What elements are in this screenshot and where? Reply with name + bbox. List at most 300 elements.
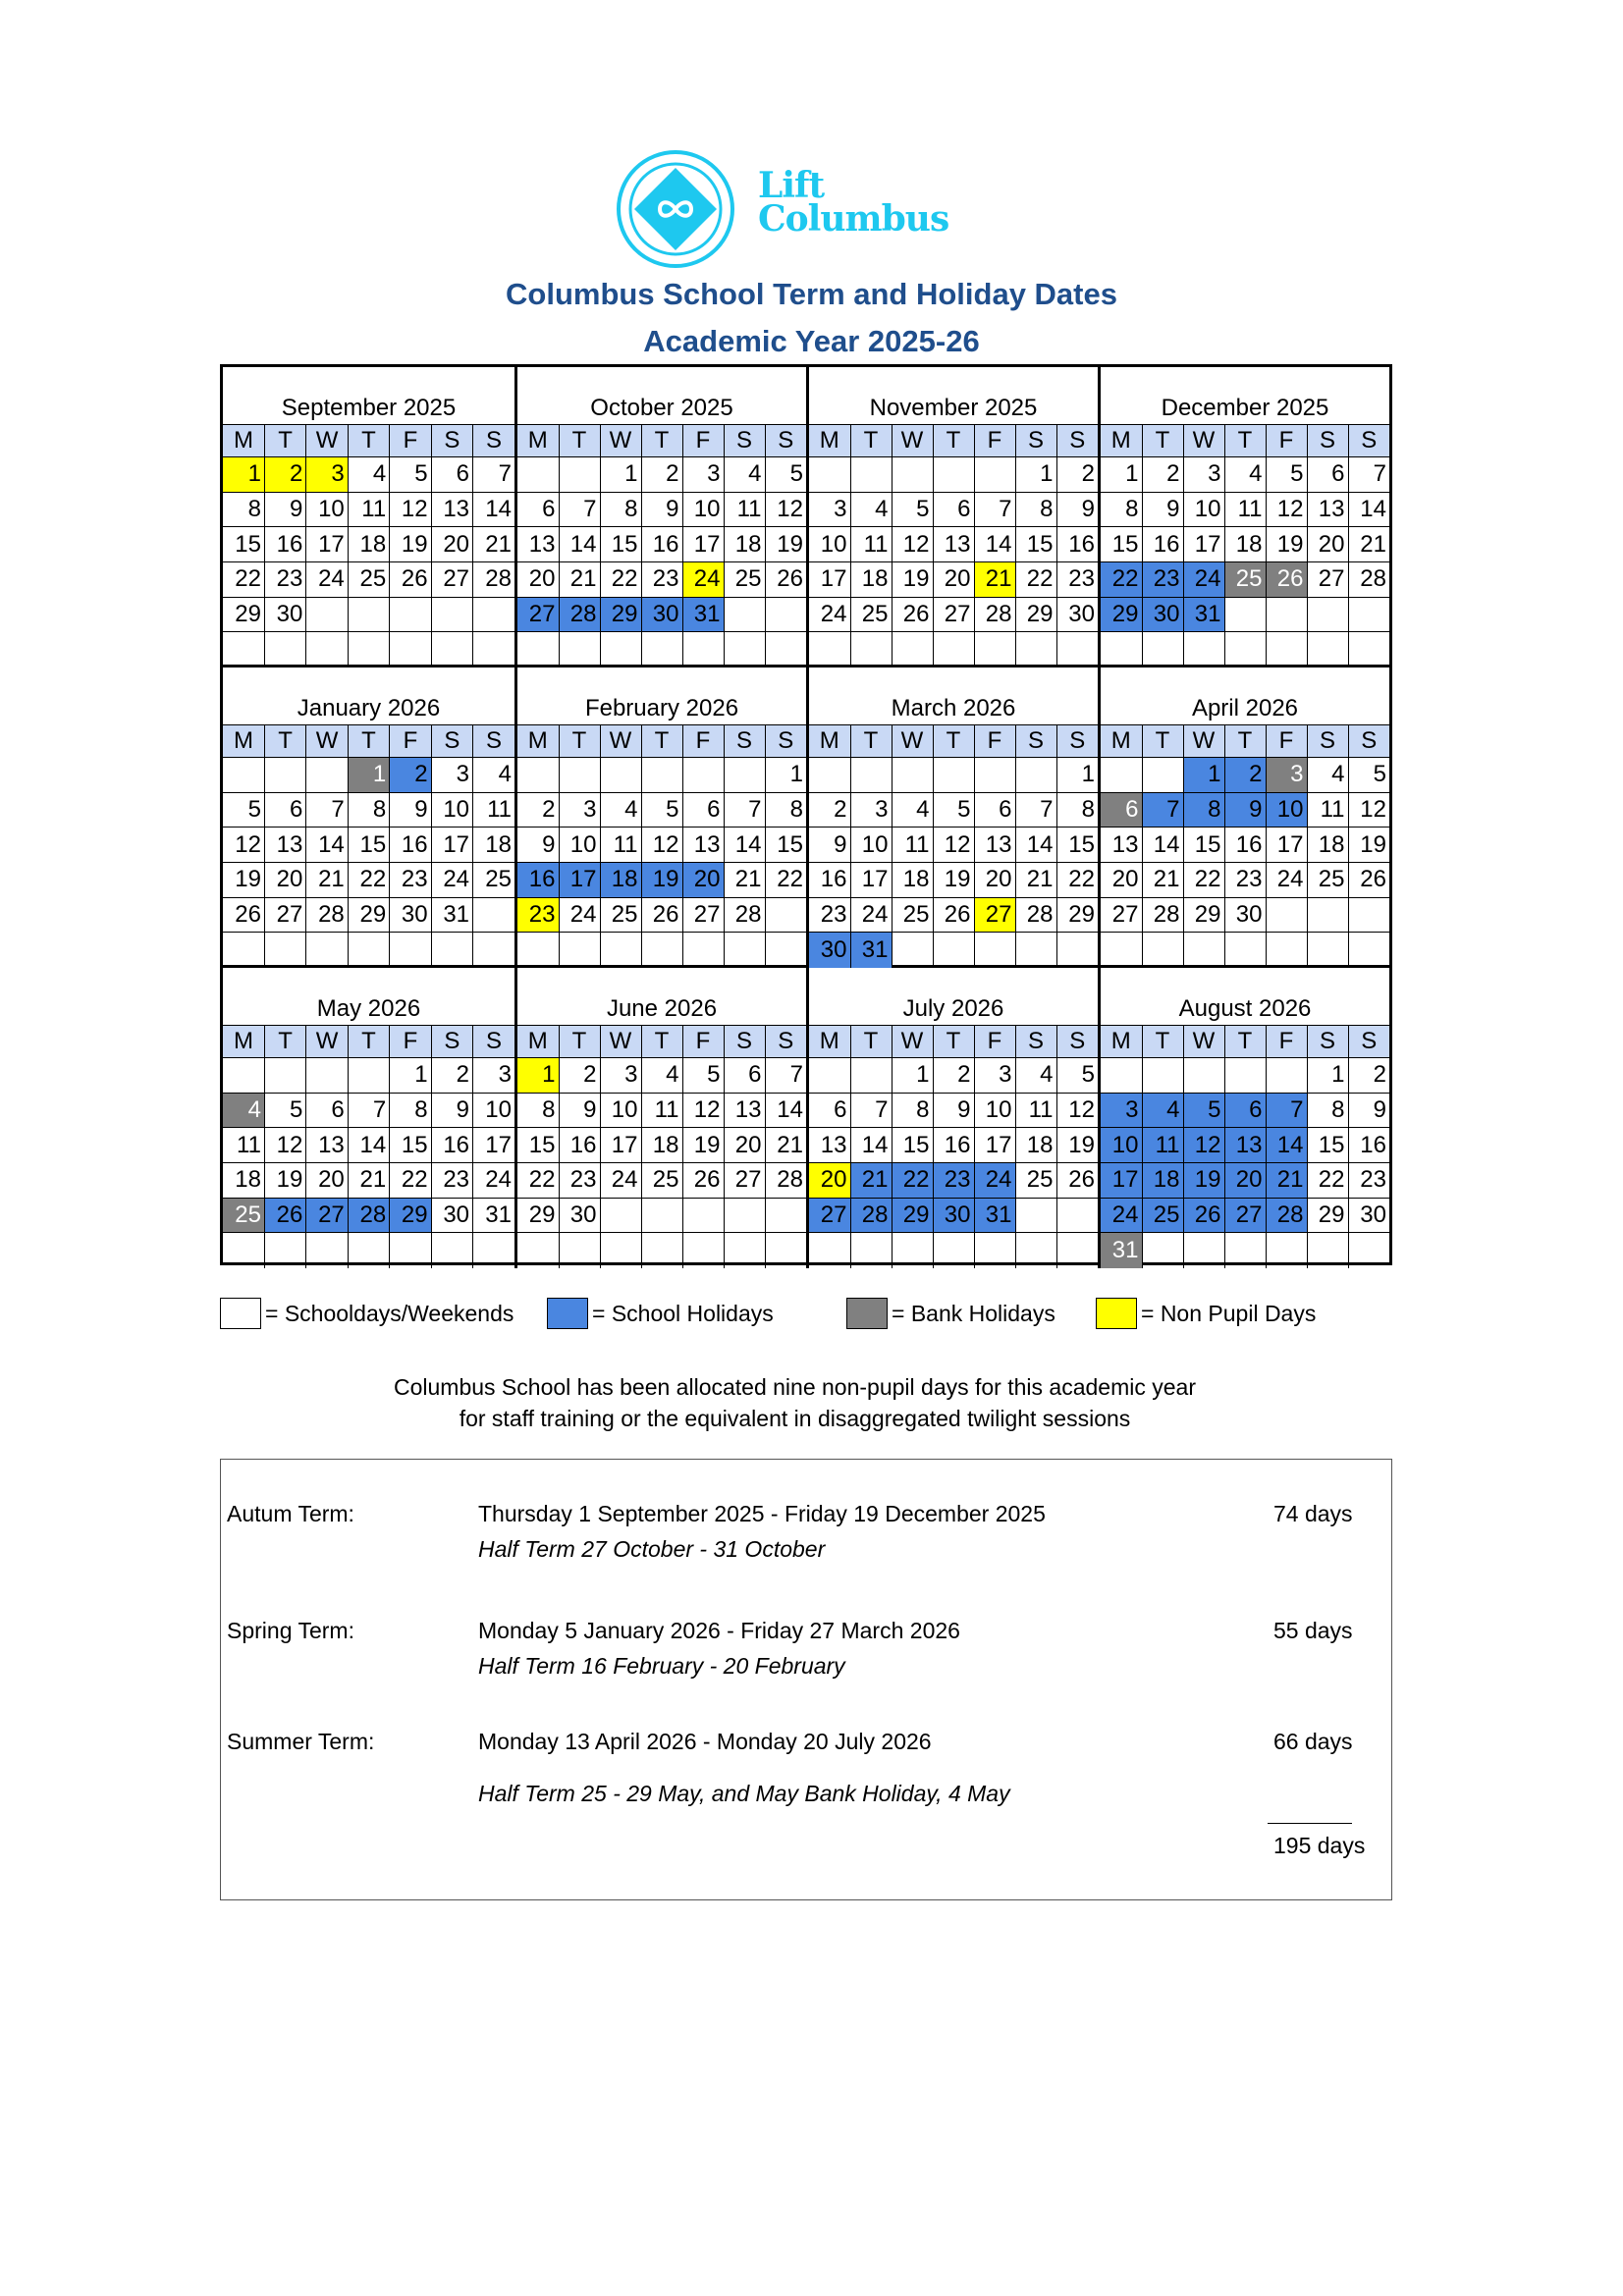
week-row (517, 597, 806, 632)
day-cell-schoolday: 22 (390, 1163, 431, 1199)
day-cell-schoolday: 24 (1266, 863, 1307, 898)
day-cell-school-holiday: 31 (850, 933, 892, 968)
day-cell-schoolday: 20 (431, 527, 472, 562)
week-row (809, 632, 1098, 667)
empty-day-cell (1266, 933, 1307, 968)
day-cell-schoolday: 7 (348, 1093, 389, 1128)
empty-day-cell (1348, 597, 1389, 632)
day-cell-schoolday: 12 (682, 1093, 724, 1128)
empty-day-cell (1266, 597, 1307, 632)
day-cell-schoolday: 28 (765, 1163, 806, 1199)
week-row (809, 792, 1098, 828)
weekday-header: M (1101, 725, 1142, 758)
weekday-header: T (641, 425, 682, 457)
week-row (223, 828, 514, 863)
day-cell-schoolday: 25 (892, 897, 933, 933)
weekday-header: S (724, 725, 765, 758)
empty-day-cell (933, 933, 974, 968)
day-cell-schoolday: 5 (1266, 457, 1307, 493)
day-cell-schoolday: 21 (765, 1128, 806, 1163)
day-cell-schoolday: 24 (473, 1163, 514, 1199)
day-cell-schoolday: 13 (933, 527, 974, 562)
day-cell-schoolday: 28 (1015, 897, 1056, 933)
weekday-header: S (473, 425, 514, 457)
day-cell-non-pupil-day: 2 (264, 457, 305, 493)
day-cell-schoolday: 9 (809, 828, 850, 863)
day-cell-schoolday: 8 (1101, 492, 1142, 527)
weekday-header: T (348, 425, 389, 457)
day-cell-schoolday: 5 (892, 492, 933, 527)
day-cell-schoolday: 12 (641, 828, 682, 863)
day-cell-schoolday: 6 (809, 1093, 850, 1128)
week-row (1101, 933, 1389, 968)
legend-swatch-gray (846, 1298, 888, 1329)
calendar-grid (220, 364, 1392, 1265)
empty-day-cell (892, 758, 933, 793)
day-cell-schoolday: 8 (348, 792, 389, 828)
week-row (517, 1093, 806, 1128)
day-cell-schoolday: 29 (517, 1198, 559, 1233)
term-days-spring: 55 days (1273, 1618, 1353, 1643)
day-cell-schoolday: 25 (600, 897, 641, 933)
day-cell-schoolday: 7 (306, 792, 348, 828)
day-cell-school-holiday: 29 (1101, 597, 1142, 632)
day-cell-schoolday: 16 (1224, 828, 1266, 863)
empty-day-cell (682, 933, 724, 968)
weekday-header: T (641, 725, 682, 758)
day-cell-schoolday: 11 (600, 828, 641, 863)
calendar-row-block (223, 367, 1389, 667)
day-cell-schoolday: 27 (933, 597, 974, 632)
day-cell-schoolday: 11 (1224, 492, 1266, 527)
day-cell-schoolday: 12 (765, 492, 806, 527)
day-cell-bank-holiday: 25 (1224, 562, 1266, 598)
day-cell-schoolday: 3 (600, 1058, 641, 1094)
week-row (1101, 1198, 1389, 1233)
empty-day-cell (1056, 1198, 1098, 1233)
empty-day-cell (1348, 1233, 1389, 1268)
day-cell-schoolday: 9 (1056, 492, 1098, 527)
weekday-header: S (431, 425, 472, 457)
day-cell-schoolday: 13 (431, 492, 472, 527)
day-cell-schoolday: 14 (765, 1093, 806, 1128)
day-cell-school-holiday: 2 (1224, 758, 1266, 793)
day-cell-non-pupil-day: 3 (306, 457, 348, 493)
day-cell-schoolday: 17 (974, 1128, 1015, 1163)
day-cell-school-holiday: 7 (1266, 1093, 1307, 1128)
day-cell-school-holiday: 31 (1183, 597, 1224, 632)
day-cell-schoolday: 29 (1183, 897, 1224, 933)
day-cell-schoolday: 3 (559, 792, 600, 828)
empty-day-cell (306, 1058, 348, 1094)
day-cell-schoolday: 6 (431, 457, 472, 493)
empty-day-cell (264, 933, 305, 968)
week-row (809, 1163, 1098, 1199)
day-cell-schoolday: 17 (1183, 527, 1224, 562)
day-cell-schoolday: 22 (1183, 863, 1224, 898)
weekday-header: S (1056, 1026, 1098, 1058)
day-cell-school-holiday: 20 (1224, 1163, 1266, 1199)
week-row (1101, 1128, 1389, 1163)
note-line-2: for staff training or the equivalent in disaggregated twilight sessions (459, 1406, 1131, 1431)
day-cell-schoolday: 4 (850, 492, 892, 527)
day-cell-schoolday: 5 (264, 1093, 305, 1128)
day-cell-school-holiday: 29 (390, 1198, 431, 1233)
weekday-header: T (850, 1026, 892, 1058)
empty-day-cell (1348, 897, 1389, 933)
day-cell-schoolday: 9 (390, 792, 431, 828)
month-title: January 2026 (297, 695, 441, 721)
week-row (1101, 1058, 1389, 1094)
day-cell-school-holiday: 24 (1183, 562, 1224, 598)
day-cell-schoolday: 13 (1307, 492, 1348, 527)
empty-day-cell (1015, 933, 1056, 968)
day-cell-schoolday: 27 (724, 1163, 765, 1199)
month-title: July 2026 (902, 995, 1004, 1022)
day-cell-schoolday: 14 (974, 527, 1015, 562)
empty-day-cell (600, 758, 641, 793)
day-cell-schoolday: 25 (348, 562, 389, 598)
day-cell-schoolday: 15 (1015, 527, 1056, 562)
empty-day-cell (933, 632, 974, 667)
month-calendar (514, 667, 806, 965)
weekday-header: M (809, 725, 850, 758)
day-cell-school-holiday: 23 (1142, 562, 1183, 598)
day-cell-schoolday: 10 (974, 1093, 1015, 1128)
weekday-header: S (473, 1026, 514, 1058)
empty-day-cell (809, 457, 850, 493)
day-cell-schoolday: 11 (348, 492, 389, 527)
day-cell-schoolday: 13 (682, 828, 724, 863)
day-cell-schoolday: 18 (641, 1128, 682, 1163)
weekday-header-row (809, 725, 1098, 758)
day-cell-schoolday: 5 (390, 457, 431, 493)
day-cell-school-holiday: 11 (1142, 1128, 1183, 1163)
weekday-header: S (724, 1026, 765, 1058)
empty-day-cell (600, 1233, 641, 1268)
day-cell-schoolday: 23 (559, 1163, 600, 1199)
empty-day-cell (348, 1233, 389, 1268)
day-cell-schoolday: 14 (1015, 828, 1056, 863)
month-calendar (223, 968, 514, 1268)
empty-day-cell (390, 632, 431, 667)
empty-day-cell (348, 1058, 389, 1094)
day-cell-schoolday: 15 (600, 527, 641, 562)
empty-day-cell (765, 1233, 806, 1268)
day-cell-non-pupil-day: 20 (809, 1163, 850, 1199)
empty-day-cell (473, 933, 514, 968)
empty-day-cell (431, 933, 472, 968)
month-title: May 2026 (316, 995, 421, 1022)
day-cell-schoolday: 25 (850, 597, 892, 632)
week-row (809, 828, 1098, 863)
weekday-header: T (348, 1026, 389, 1058)
day-cell-schoolday: 19 (1348, 828, 1389, 863)
day-cell-schoolday: 25 (724, 562, 765, 598)
week-row (223, 863, 514, 898)
logo-wordmark (758, 165, 949, 240)
month-table (223, 424, 514, 667)
weekday-header: S (1348, 725, 1389, 758)
empty-day-cell (1056, 632, 1098, 667)
empty-day-cell (724, 1198, 765, 1233)
term-half-spring: Half Term 16 February - 20 February (478, 1653, 845, 1679)
day-cell-schoolday: 10 (600, 1093, 641, 1128)
day-cell-schoolday: 16 (933, 1128, 974, 1163)
day-cell-schoolday: 17 (473, 1128, 514, 1163)
day-cell-schoolday: 19 (1056, 1128, 1098, 1163)
day-cell-schoolday: 8 (390, 1093, 431, 1128)
day-cell-schoolday: 16 (264, 527, 305, 562)
day-cell-schoolday: 24 (306, 562, 348, 598)
weekday-header: F (974, 725, 1015, 758)
day-cell-schoolday: 13 (264, 828, 305, 863)
day-cell-schoolday: 17 (431, 828, 472, 863)
week-row (223, 1233, 514, 1268)
week-row (223, 597, 514, 632)
day-cell-schoolday: 6 (724, 1058, 765, 1094)
day-cell-schoolday: 23 (809, 897, 850, 933)
day-cell-school-holiday: 30 (641, 597, 682, 632)
day-cell-schoolday: 12 (1266, 492, 1307, 527)
day-cell-schoolday: 21 (559, 562, 600, 598)
day-cell-schoolday: 10 (431, 792, 472, 828)
day-cell-schoolday: 14 (850, 1128, 892, 1163)
weekday-header: M (1101, 425, 1142, 457)
day-cell-schoolday: 24 (559, 897, 600, 933)
day-cell-school-holiday: 14 (1266, 1128, 1307, 1163)
empty-day-cell (1307, 1233, 1348, 1268)
empty-day-cell (306, 758, 348, 793)
month-title: April 2026 (1191, 695, 1299, 721)
week-row (809, 1128, 1098, 1163)
day-cell-schoolday: 30 (1224, 897, 1266, 933)
week-row (223, 1058, 514, 1094)
day-cell-school-holiday: 27 (306, 1198, 348, 1233)
day-cell-schoolday: 15 (517, 1128, 559, 1163)
day-cell-schoolday: 21 (1348, 527, 1389, 562)
day-cell-school-holiday: 20 (682, 863, 724, 898)
empty-day-cell (974, 933, 1015, 968)
day-cell-schoolday: 13 (306, 1128, 348, 1163)
weekday-header: S (765, 725, 806, 758)
total-divider (1268, 1823, 1352, 1824)
day-cell-school-holiday: 12 (1183, 1128, 1224, 1163)
weekday-header: W (306, 1026, 348, 1058)
month-calendar (223, 667, 514, 965)
day-cell-school-holiday: 10 (1101, 1128, 1142, 1163)
empty-day-cell (600, 933, 641, 968)
day-cell-schoolday: 29 (1056, 897, 1098, 933)
day-cell-schoolday: 15 (1101, 527, 1142, 562)
day-cell-schoolday: 7 (765, 1058, 806, 1094)
day-cell-schoolday: 1 (1101, 457, 1142, 493)
week-row (517, 1128, 806, 1163)
month-title: February 2026 (584, 695, 739, 721)
week-row (517, 1163, 806, 1199)
day-cell-schoolday: 18 (850, 562, 892, 598)
term-dates-spring: Monday 5 January 2026 - Friday 27 March 2026 (478, 1618, 960, 1643)
day-cell-non-pupil-day: 23 (517, 897, 559, 933)
logo-line2: Columbus (758, 198, 949, 240)
empty-day-cell (223, 933, 264, 968)
day-cell-schoolday: 15 (765, 828, 806, 863)
day-cell-schoolday: 31 (473, 1198, 514, 1233)
legend-label: = Bank Holidays (892, 1300, 1055, 1326)
empty-day-cell (765, 597, 806, 632)
empty-day-cell (306, 933, 348, 968)
day-cell-school-holiday: 17 (1101, 1163, 1142, 1199)
empty-day-cell (306, 597, 348, 632)
weekday-header: M (809, 425, 850, 457)
term-label-autumn: Autum Term: (227, 1501, 354, 1526)
day-cell-non-pupil-day: 1 (223, 457, 264, 493)
weekday-header: S (765, 1026, 806, 1058)
day-cell-schoolday: 7 (1348, 457, 1389, 493)
month-calendar (1098, 667, 1389, 965)
week-row (1101, 897, 1389, 933)
day-cell-schoolday: 20 (306, 1163, 348, 1199)
day-cell-schoolday: 14 (1348, 492, 1389, 527)
empty-day-cell (600, 632, 641, 667)
weekday-header: W (1183, 1026, 1224, 1058)
day-cell-schoolday: 4 (348, 457, 389, 493)
weekday-header: W (600, 425, 641, 457)
day-cell-school-holiday: 22 (892, 1163, 933, 1199)
week-row (223, 792, 514, 828)
day-cell-schoolday: 22 (517, 1163, 559, 1199)
weekday-header: M (517, 725, 559, 758)
day-cell-schoolday: 13 (517, 527, 559, 562)
day-cell-schoolday: 22 (765, 863, 806, 898)
day-cell-schoolday: 25 (1015, 1163, 1056, 1199)
day-cell-schoolday: 1 (600, 457, 641, 493)
day-cell-schoolday: 8 (892, 1093, 933, 1128)
day-cell-schoolday: 19 (892, 562, 933, 598)
day-cell-schoolday: 15 (348, 828, 389, 863)
weekday-header: S (431, 1026, 472, 1058)
day-cell-schoolday: 29 (1307, 1198, 1348, 1233)
day-cell-bank-holiday: 1 (348, 758, 389, 793)
week-row (809, 492, 1098, 527)
day-cell-schoolday: 12 (264, 1128, 305, 1163)
day-cell-schoolday: 16 (390, 828, 431, 863)
day-cell-school-holiday: 24 (1101, 1198, 1142, 1233)
day-cell-schoolday: 3 (1183, 457, 1224, 493)
day-cell-schoolday: 14 (473, 492, 514, 527)
day-cell-school-holiday: 31 (974, 1198, 1015, 1233)
weekday-header: T (641, 1026, 682, 1058)
day-cell-schoolday: 6 (933, 492, 974, 527)
week-row (517, 457, 806, 493)
day-cell-schoolday: 22 (223, 562, 264, 598)
week-row (223, 492, 514, 527)
empty-day-cell (306, 632, 348, 667)
day-cell-school-holiday: 21 (1266, 1163, 1307, 1199)
empty-day-cell (390, 1233, 431, 1268)
empty-day-cell (765, 897, 806, 933)
empty-day-cell (724, 597, 765, 632)
day-cell-schoolday: 5 (1056, 1058, 1098, 1094)
day-cell-schoolday: 18 (1015, 1128, 1056, 1163)
day-cell-school-holiday: 19 (1183, 1163, 1224, 1199)
empty-day-cell (223, 758, 264, 793)
day-cell-schoolday: 17 (600, 1128, 641, 1163)
day-cell-schoolday: 15 (892, 1128, 933, 1163)
empty-day-cell (682, 1233, 724, 1268)
empty-day-cell (517, 457, 559, 493)
empty-day-cell (850, 1233, 892, 1268)
day-cell-schoolday: 8 (765, 792, 806, 828)
week-row (809, 897, 1098, 933)
day-cell-schoolday: 22 (1307, 1163, 1348, 1199)
day-cell-school-holiday: 30 (933, 1198, 974, 1233)
day-cell-school-holiday: 27 (809, 1198, 850, 1233)
empty-day-cell (1015, 1233, 1056, 1268)
empty-day-cell (765, 632, 806, 667)
day-cell-schoolday: 27 (431, 562, 472, 598)
empty-day-cell (1307, 933, 1348, 968)
day-cell-schoolday: 20 (724, 1128, 765, 1163)
empty-day-cell (473, 897, 514, 933)
weekday-header: F (390, 1026, 431, 1058)
day-cell-schoolday: 28 (1348, 562, 1389, 598)
empty-day-cell (559, 1233, 600, 1268)
week-row (809, 933, 1098, 968)
legend-label: = School Holidays (592, 1300, 774, 1326)
term-days-summer: 66 days (1273, 1729, 1353, 1754)
day-cell-schoolday: 6 (1307, 457, 1348, 493)
day-cell-schoolday: 5 (682, 1058, 724, 1094)
week-row (223, 1128, 514, 1163)
day-cell-schoolday: 30 (264, 597, 305, 632)
day-cell-schoolday: 7 (473, 457, 514, 493)
weekday-header: F (682, 425, 724, 457)
empty-day-cell (809, 758, 850, 793)
empty-day-cell (1224, 597, 1266, 632)
empty-day-cell (892, 457, 933, 493)
week-row (223, 897, 514, 933)
week-row (517, 828, 806, 863)
weekday-header-row (809, 425, 1098, 457)
day-cell-schoolday: 6 (306, 1093, 348, 1128)
day-cell-schoolday: 1 (765, 758, 806, 793)
day-cell-schoolday: 28 (974, 597, 1015, 632)
day-cell-schoolday: 14 (348, 1128, 389, 1163)
weekday-header: F (682, 725, 724, 758)
day-cell-schoolday: 22 (600, 562, 641, 598)
calendar-row-block (223, 667, 1389, 968)
day-cell-schoolday: 3 (850, 792, 892, 828)
day-cell-school-holiday: 28 (1266, 1198, 1307, 1233)
empty-day-cell (1015, 632, 1056, 667)
weekday-header: W (892, 725, 933, 758)
day-cell-school-holiday: 25 (1142, 1198, 1183, 1233)
day-cell-schoolday: 12 (223, 828, 264, 863)
day-cell-schoolday: 16 (641, 527, 682, 562)
day-cell-schoolday: 26 (223, 897, 264, 933)
day-cell-schoolday: 18 (348, 527, 389, 562)
weekday-header: S (1307, 725, 1348, 758)
term-days-autumn: 74 days (1273, 1501, 1353, 1526)
weekday-header: F (390, 425, 431, 457)
day-cell-schoolday: 9 (1348, 1093, 1389, 1128)
weekday-header: T (1142, 725, 1183, 758)
day-cell-schoolday: 3 (809, 492, 850, 527)
day-cell-schoolday: 4 (641, 1058, 682, 1094)
week-row (517, 1058, 806, 1094)
month-table (1101, 424, 1389, 667)
